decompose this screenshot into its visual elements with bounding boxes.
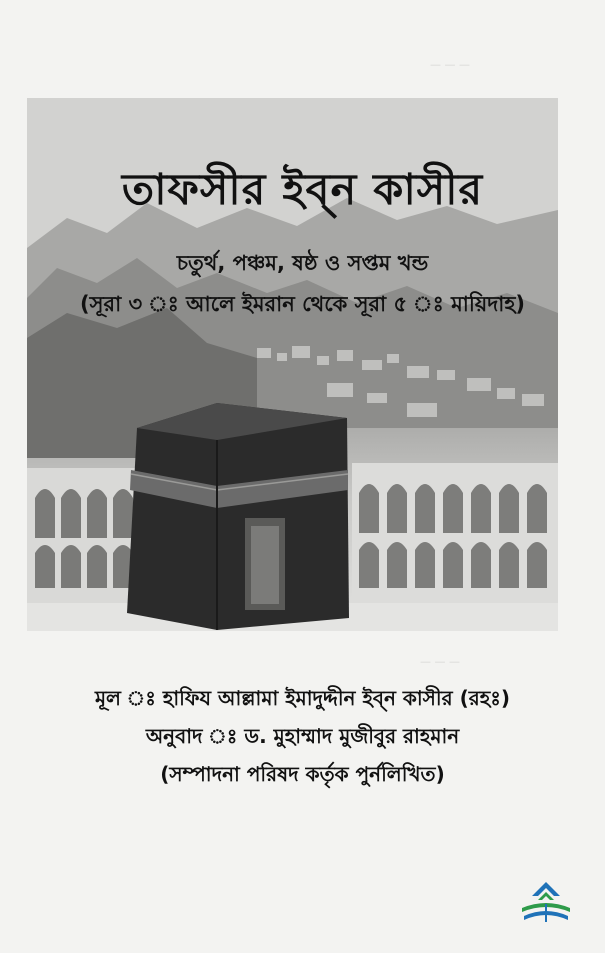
volume-subtitle: চতুর্থ, পঞ্চম, ষষ্ঠ ও সপ্তম খন্ড (176, 251, 429, 275)
translator-line: অনুবাদ ঃ ড. মুহাম্মাদ মুজীবুর রাহমান (145, 724, 460, 748)
book-title: তাফসীর ইব্ন কাসীর (121, 165, 484, 215)
original-author-line: মূল ঃ হাফিয আল্লামা ইমাদুদ্দীন ইব্ন কাসীর (রহঃ) (94, 686, 511, 710)
editorial-note-line: (সম্পাদনা পরিষদ কর্তৃক পুর্নলিখিত) (160, 762, 445, 786)
surah-range: (সূরা ৩ ঃ আলে ইমরান থেকে সূরা ৫ ঃ মায়িদাহ) (80, 292, 525, 316)
publisher-logo-icon (518, 878, 574, 926)
show-through-ghost-2: — — — (420, 655, 460, 668)
show-through-ghost-1: — — — (430, 58, 470, 71)
